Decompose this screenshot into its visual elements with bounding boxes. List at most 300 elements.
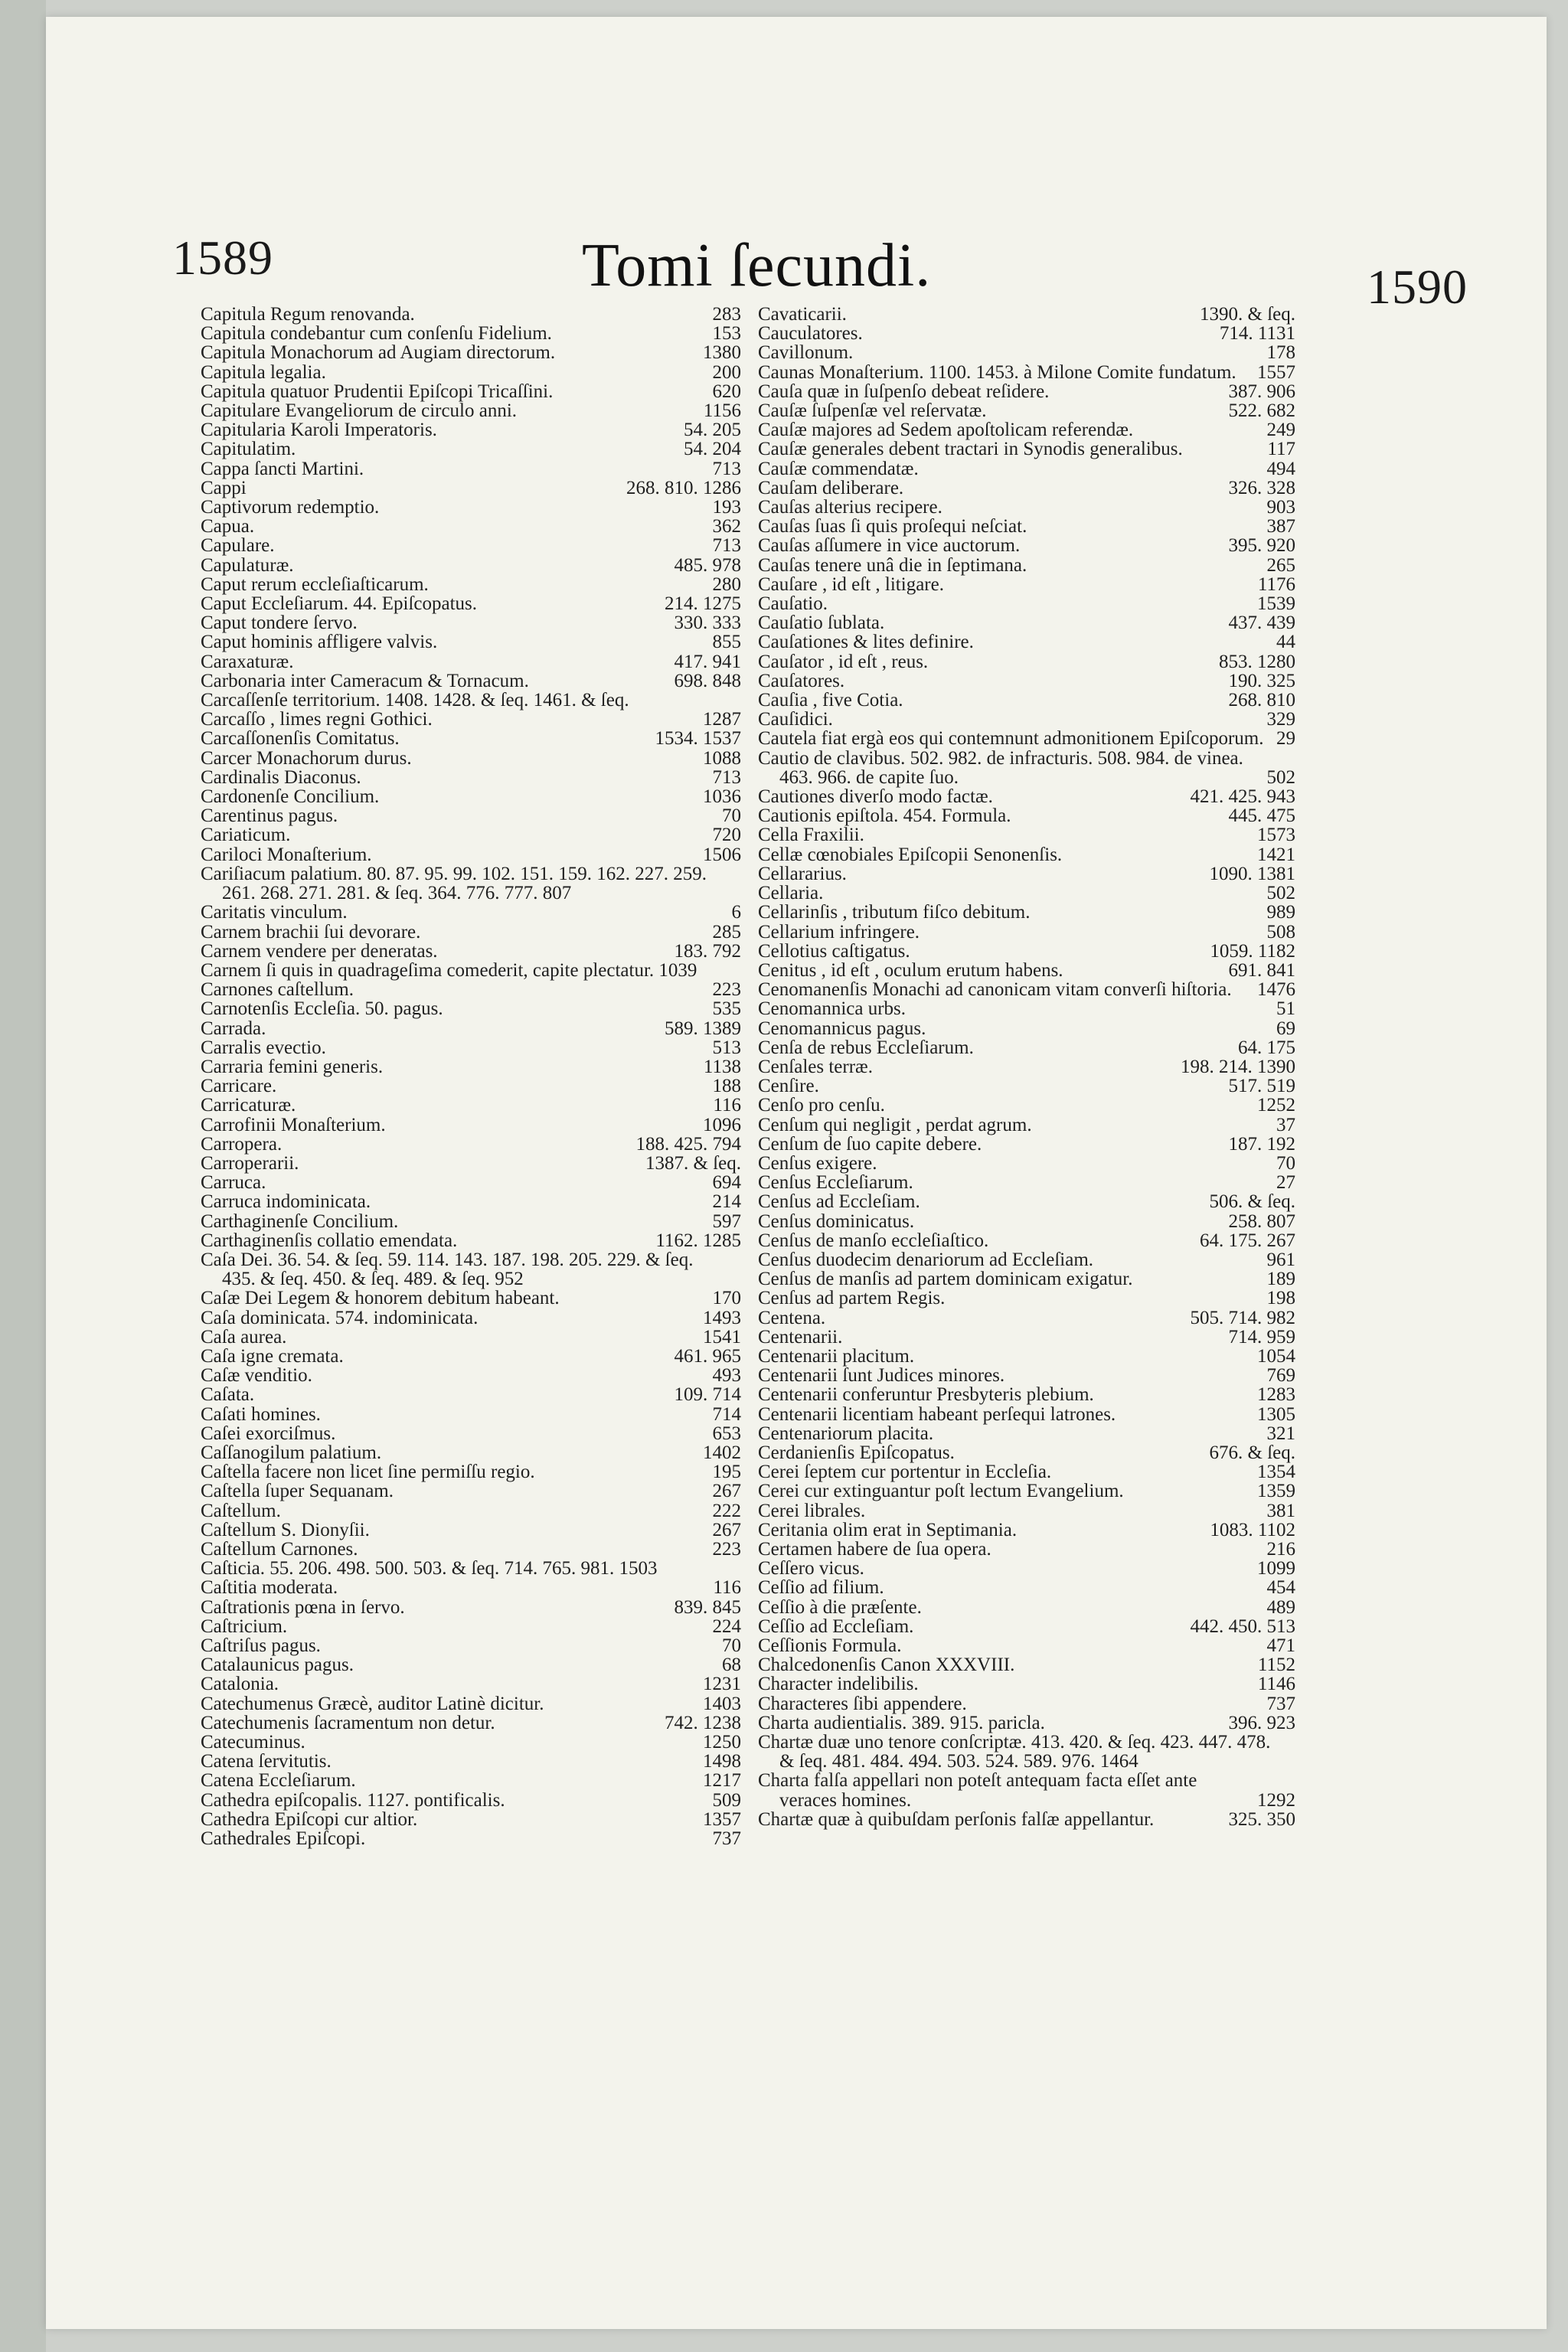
index-page-refs: 268. 810 [1228,690,1295,711]
index-entry [758,825,1295,844]
index-entry [201,1116,741,1135]
index-entry [201,1096,741,1115]
index-page-refs: 1557 [1257,361,1295,383]
index-entry [758,632,1295,652]
index-page-refs: 1231 [703,1674,741,1695]
index-page-refs: 387. 906 [1228,381,1295,402]
index-entry [758,479,1295,498]
index-term: Cenſus de manſis ad partem dominicam exigatur. [758,1269,1133,1290]
index-page-refs: 653 [712,1423,741,1444]
index-entry [201,652,741,671]
index-term: Cautiones diverſo modo factæ. [758,786,993,808]
index-page-refs: 198. 214. 1390 [1181,1056,1295,1077]
index-entry [201,1443,741,1462]
index-page-refs: 265 [1266,554,1295,576]
index-entry [758,999,1295,1018]
index-entry [201,999,741,1018]
index-page-refs: 195 [712,1462,741,1483]
index-entry [201,825,741,844]
index-term: Cenomannicus pagus. [758,1018,926,1039]
index-page-refs: 214. 1275 [665,593,741,615]
index-page-refs: 188. 425. 794 [635,1133,741,1155]
index-entry [758,691,1295,710]
index-term: Cauſæ majores ad Sedem apoſtolicam referendæ. [758,420,1134,441]
index-entry [758,575,1295,594]
index-term: Catecuminus. [201,1732,305,1753]
index-page-refs: 170 [712,1288,741,1309]
index-entry [201,1617,741,1636]
index-term: Cautionis epiſtola. 454. Formula. [758,805,1011,827]
index-term: Cauſæ commendatæ. [758,458,919,479]
index-term: Centenarii licentiam habeant perſequi latrones. [758,1403,1116,1425]
index-term: Cerei cur extinguantur poſt lectum Evangelium. [758,1481,1124,1502]
index-term: Catena Eccleſiarum. [201,1770,356,1792]
index-page-refs: 190. 325 [1228,670,1295,691]
index-entry [201,729,741,748]
index-term: Catechumenus Græcè, auditor Latinè dicitur. [201,1693,544,1714]
index-page-refs: 698. 848 [674,670,741,691]
index-entry [201,1289,741,1308]
index-entry [758,1674,1295,1694]
index-term: Cenſire. [758,1076,819,1097]
index-entry [758,1636,1295,1655]
index-page-refs: 417. 941 [674,651,741,672]
index-entry [758,517,1295,536]
index-page-refs: 1354 [1257,1462,1295,1483]
index-page-refs: 54. 205 [684,420,741,441]
index-term: Cautio de clavibus. 502. 982. de infracturis. 508. 984. de vinea. 463. 966. de capite ſuo. [758,747,1243,788]
index-term: Carentinus pagus. [201,805,338,827]
index-entry [201,1791,741,1810]
index-page-refs: 216 [1266,1539,1295,1560]
index-entry [201,1559,741,1578]
index-entry [758,903,1295,922]
index-term: Cerei ſeptem cur portentur in Eccleſia. [758,1462,1052,1483]
index-entry [201,845,741,864]
index-entry [758,305,1295,324]
index-entry [758,884,1295,903]
index-entry [201,594,741,613]
index-entry [201,1347,741,1366]
index-page-refs: 178 [1266,342,1295,364]
index-term: Cenſus exigere. [758,1152,877,1174]
index-page-refs: 1534. 1537 [655,728,741,750]
index-entry [201,632,741,652]
index-term: Cavillonum. [758,342,854,364]
index-entry [201,864,741,903]
index-entry [758,787,1295,806]
index-page-refs: 1292 [1257,1789,1295,1811]
index-entry [201,1019,741,1038]
index-term: Centenariorum placita. [758,1423,934,1444]
index-term: Centenarii. [758,1326,843,1348]
index-entry [201,1752,741,1771]
index-term: Charta audientialis. 389. 915. paricla. [758,1712,1045,1733]
index-entry [758,652,1295,671]
index-entry [201,671,741,691]
index-term: Cauſas aſſumere in vice auctorum. [758,535,1021,557]
index-page-refs: 445. 475 [1228,805,1295,827]
index-entry [201,1135,741,1154]
index-entry [201,1192,741,1211]
index-page-refs: 1421 [1257,844,1295,865]
index-page-refs: 461. 965 [674,1345,741,1367]
index-page-refs: 1036 [703,786,741,808]
index-term: Cenſus Eccleſiarum. [758,1172,913,1194]
index-term: Capitulatim. [201,439,296,460]
index-page-refs: 1476 [1257,979,1295,1001]
index-term: Centenarii placitum. [758,1345,915,1367]
index-entry [758,343,1295,362]
index-page-refs: 713 [712,535,741,557]
index-page-refs: 737 [712,1828,741,1850]
index-page-refs: 198 [1266,1288,1295,1309]
index-page-refs: 1539 [1257,593,1295,615]
index-term: Cerdanienſis Epiſcopatus. [758,1442,955,1463]
index-term: Carnem vendere per deneratas. [201,940,438,962]
index-page-refs: 268. 810. 1286 [626,477,741,498]
index-entry [201,1154,741,1173]
index-page-refs: 326. 328 [1228,477,1295,498]
index-column-right [758,305,1295,1829]
index-entry [201,1308,741,1328]
index-term: Cauculatores. [758,323,863,345]
index-entry [201,305,741,324]
index-page-refs: 1090. 1381 [1209,863,1295,884]
index-entry [201,439,741,459]
index-term: Cauſatio ſublata. [758,612,885,634]
index-term: Caraxaturæ. [201,651,294,672]
index-term: Cariſiacum palatium. 80. 87. 95. 99. 102. 151. 159. 162. 227. 259. 261. 268. 271. 281. & ſeq. 364. 776. 777. 807 [201,863,707,904]
index-term: Cauſas tenere unâ die in ſeptimana. [758,554,1027,576]
index-page-refs: 1387. & ſeq. [645,1152,741,1174]
index-page-refs: 1498 [703,1751,741,1772]
index-entry [758,556,1295,575]
index-page-refs: 109. 714 [674,1384,741,1406]
index-page-refs: 1083. 1102 [1210,1519,1295,1540]
index-page-refs: 116 [713,1095,741,1116]
index-page-refs: 1252 [1257,1095,1295,1116]
index-term: Caput rerum eccleſiaſticarum. [201,573,429,595]
index-term: Cauſa quæ in ſuſpenſo debeat reſidere. [758,381,1050,402]
index-page-refs: 258. 807 [1228,1210,1295,1232]
index-entry [758,1038,1295,1057]
index-page-refs: 485. 978 [674,554,741,576]
index-term: Caſa aurea. [201,1326,287,1348]
index-page-refs: 189 [1266,1269,1295,1290]
index-page-refs: 224 [712,1615,741,1637]
index-term: Ceritania olim erat in Septimania. [758,1519,1018,1540]
index-entry [758,1462,1295,1481]
index-page-refs: 70 [722,1635,741,1657]
index-term: Cathedrales Epiſcopi. [201,1828,366,1850]
index-page-refs: 742. 1238 [665,1712,741,1733]
index-page-refs: 1146 [1257,1674,1295,1695]
index-page-refs: 69 [1276,1018,1295,1039]
index-page-refs: 737 [1266,1693,1295,1714]
index-page-refs: 713 [712,766,741,788]
index-page-refs: 589. 1389 [665,1018,741,1039]
index-entry [201,363,741,382]
index-entry [758,1076,1295,1096]
index-page-refs: 502 [1266,883,1295,904]
index-term: Cauſas alterius recipere. [758,497,942,518]
index-term: Cellarium infringere. [758,921,920,942]
index-term: Ceſſio à die præſente. [758,1596,922,1618]
index-page-refs: 1493 [703,1307,741,1328]
index-entry [758,1385,1295,1404]
index-term: Cauſidici. [758,709,833,730]
index-page-refs: 285 [712,921,741,942]
index-term: Cellararius. [758,863,847,884]
index-term: Caſa dominicata. 574. indominicata. [201,1307,479,1328]
index-entry [201,420,741,439]
index-entry [758,459,1295,479]
index-term: Capua. [201,516,255,537]
index-term: Cappa ſancti Martini. [201,458,364,479]
index-page-refs: 188 [712,1076,741,1097]
index-page-refs: 421. 425. 943 [1190,786,1295,808]
index-term: Cathedra Epiſcopi cur altior. [201,1808,418,1830]
scan-edge [0,0,46,2352]
index-page-refs: 714. 1131 [1219,323,1295,345]
index-term: Caſtricium. [201,1615,288,1637]
index-term: Cauſatio. [758,593,828,615]
index-page-refs: 37 [1276,1114,1295,1135]
left-page-number: 1589 [172,230,273,285]
index-term: Cauſia , five Cotia. [758,690,903,711]
index-entry [201,1829,741,1848]
index-page-refs: 1217 [703,1770,741,1792]
index-entry [201,1655,741,1674]
index-page-refs: 222 [712,1500,741,1521]
index-term: Cenſum qui negligit , perdat agrum. [758,1114,1032,1135]
index-entry [201,1173,741,1192]
index-term: Caſſanogilum palatium. [201,1442,382,1463]
index-page-refs: 720 [712,825,741,846]
index-term: Carnem brachii ſui devorare. [201,921,421,942]
index-term: Cenſus dominicatus. [758,1210,915,1232]
index-page-refs: 714. 959 [1228,1326,1295,1348]
index-page-refs: 506. & ſeq. [1209,1191,1295,1213]
index-page-refs: 989 [1266,902,1295,923]
index-page-refs: 70 [722,805,741,827]
index-term: Cavaticarii. [758,304,847,325]
index-page-refs: 1390. & ſeq. [1200,304,1295,325]
index-entry [758,1019,1295,1038]
index-entry [201,1694,741,1713]
index-term: Catena ſervitutis. [201,1751,332,1772]
right-page-number: 1590 [1367,260,1468,314]
index-page-refs: 714 [712,1403,741,1425]
index-entry [758,1366,1295,1385]
index-entry [201,1713,741,1733]
index-entry [201,498,741,517]
index-page-refs: 280 [712,573,741,595]
index-entry [201,401,741,420]
index-term: Carcer Monachorum durus. [201,747,412,769]
index-term: Caput hominis affligere valvis. [201,632,438,653]
index-entry [758,749,1295,787]
index-term: Chartæ quæ à quibuſdam perſonis falſæ appellantur. [758,1808,1155,1830]
index-page-refs: 713 [712,458,741,479]
index-entry [201,980,741,999]
index-page-refs: 769 [1266,1365,1295,1387]
index-entry [201,1501,741,1521]
index-entry [201,1578,741,1597]
index-entry [758,439,1295,459]
index-page-refs: 267 [712,1519,741,1540]
index-page-refs: 267 [712,1481,741,1502]
index-term: Carroperarii. [201,1152,299,1174]
index-term: Capitula Monachorum ad Augiam directorum. [201,342,556,364]
index-term: Caſtella ſuper Sequanam. [201,1481,394,1502]
index-page-refs: 597 [712,1210,741,1232]
index-term: Cauſationes & lites definire. [758,632,974,653]
index-page-refs: 387 [1266,516,1295,537]
index-term: Carnem ſi quis in quadrageſima comederit, capite plectatur. 1039 [201,959,697,981]
index-entry [201,324,741,343]
index-page-refs: 396. 923 [1228,1712,1295,1733]
index-page-refs: 505. 714. 982 [1190,1307,1295,1328]
index-term: Cardonenſe Concilium. [201,786,380,808]
index-term: Cellotius caſtigatus. [758,940,910,962]
index-entry [201,1733,741,1752]
index-term: Cenſus ad partem Regis. [758,1288,946,1309]
index-entry [758,1617,1295,1636]
index-entry [758,980,1295,999]
index-page-refs: 330. 333 [674,612,741,634]
index-entry [758,845,1295,864]
index-entry [201,1231,741,1250]
index-entry [758,806,1295,825]
index-entry [201,1385,741,1404]
index-entry [758,324,1295,343]
index-page-refs: 214 [712,1191,741,1213]
index-entry [201,787,741,806]
index-entry [758,1250,1295,1269]
index-page-refs: 961 [1266,1249,1295,1270]
index-page-refs: 855 [712,632,741,653]
index-term: Cariaticum. [201,825,291,846]
index-page-refs: 517. 519 [1228,1076,1295,1097]
index-term: Caſticia. 55. 206. 498. 500. 503. & ſeq. 714. 765. 981. 1503 [201,1558,658,1579]
index-page-refs: 903 [1266,497,1295,518]
index-term: Carricare. [201,1076,277,1097]
index-entry [201,479,741,498]
index-term: Cautela fiat ergà eos qui contemnunt admonitionem Epiſcoporum. [758,728,1264,750]
index-entry [758,942,1295,961]
index-page-refs: 1156 [703,400,741,422]
index-entry [201,1481,741,1501]
index-entry [758,1481,1295,1501]
index-page-refs: 442. 450. 513 [1190,1615,1295,1637]
index-term: Cenſus ad Eccleſiam. [758,1191,920,1213]
index-term: Caſa Dei. 36. 54. & ſeq. 59. 114. 143. 187. 198. 205. 229. & ſeq. 435. & ſeq. 450. & ſeq. 489. & ſeq. 952 [201,1249,694,1290]
index-entry [201,1540,741,1559]
index-page-refs: 620 [712,381,741,402]
index-entry [758,1443,1295,1462]
index-page-refs: 437. 439 [1228,612,1295,634]
index-column-left [201,305,741,1848]
index-entry [758,1231,1295,1250]
index-entry [758,1733,1295,1771]
index-entry [758,671,1295,691]
index-term: Cauſare , id eſt , litigare. [758,573,944,595]
index-page-refs: 153 [712,323,741,345]
index-entry [201,1771,741,1790]
index-term: Cella Fraxilii. [758,825,864,846]
index-term: Capitula quatuor Prudentii Epiſcopi Tricaſſini. [201,381,554,402]
index-entry [201,1521,741,1540]
index-entry [758,1424,1295,1443]
index-term: Carthaginenſis collatio emendata. [201,1230,458,1251]
index-term: Ceſſionis Formula. [758,1635,902,1657]
index-page-refs: 1152 [1257,1655,1295,1676]
index-term: Carbonaria inter Cameracum & Tornacum. [201,670,529,691]
index-entry [201,1057,741,1076]
index-term: Catalaunicus pagus. [201,1655,354,1676]
index-term: Catechumenis ſacramentum non detur. [201,1712,495,1733]
index-entry [758,961,1295,980]
index-page-refs: 1162. 1285 [655,1230,741,1251]
index-page-refs: 1096 [703,1114,741,1135]
index-term: Capitulare Evangeliorum de circulo anni. [201,400,518,422]
index-page-refs: 325. 350 [1228,1808,1295,1830]
index-entry [201,1250,741,1289]
index-entry [758,1289,1295,1308]
index-page-refs: 1059. 1182 [1210,940,1295,962]
index-page-refs: 522. 682 [1228,400,1295,422]
index-term: Cellæ cœnobiales Epiſcopii Senonenſis. [758,844,1063,865]
index-term: Capulare. [201,535,275,557]
index-entry [758,1192,1295,1211]
index-term: Cauſam deliberare. [758,477,904,498]
index-entry [201,1674,741,1694]
index-term: Carricaturæ. [201,1095,296,1116]
index-entry [201,1366,741,1385]
index-page-refs: 1380 [703,342,741,364]
index-term: Cerei librales. [758,1500,866,1521]
index-term: Carthaginenſe Concilium. [201,1210,399,1232]
index-term: Carcaſſenſe territorium. 1408. 1428. & ſeq. 1461. & ſeq. [201,690,629,711]
index-term: Capitula Regum renovanda. [201,304,415,325]
index-page-refs: 64. 175. 267 [1200,1230,1295,1251]
index-entry [201,691,741,710]
index-term: Cenſum de ſuo capite debere. [758,1133,982,1155]
index-term: Carcaſſo , limes regni Gothici. [201,709,433,730]
index-entry [201,768,741,787]
index-term: Centena. [758,1307,826,1328]
index-term: Caſati homines. [201,1403,321,1425]
index-term: Ceſſero vicus. [758,1558,864,1579]
index-page-refs: 183. 792 [674,940,741,962]
index-page-refs: 249 [1266,420,1295,441]
index-term: Cenomannica urbs. [758,998,906,1020]
index-page-refs: 1357 [703,1808,741,1830]
index-term: Carropera. [201,1133,283,1155]
index-term: Chalcedonenſis Canon XXXVIII. [758,1655,1015,1676]
index-page-refs: 502 [1266,766,1295,788]
index-entry [201,1424,741,1443]
index-term: Charta falſa appellari non poteſt antequam facta eſſet ante veraces homines. [758,1770,1197,1811]
index-term: Captivorum redemptio. [201,497,380,518]
index-entry [201,536,741,555]
index-page-refs: 694 [712,1172,741,1194]
index-entry [201,1328,741,1347]
index-term: Character indelibilis. [758,1674,919,1695]
index-page-refs: 676. & ſeq. [1209,1442,1295,1463]
